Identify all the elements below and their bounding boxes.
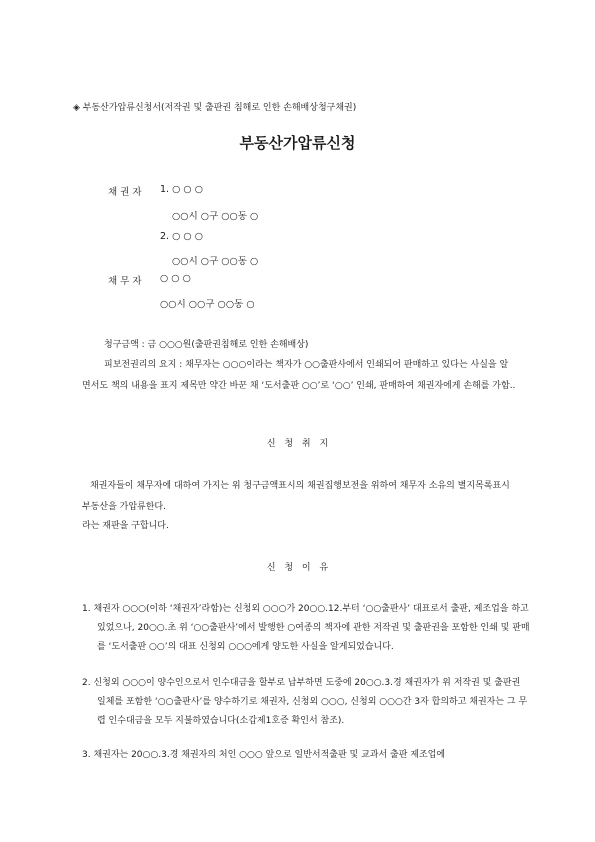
debtor-label: 채 무 자 (108, 276, 142, 287)
debtor-address: ○○시 ○○구 ○○동 ○ (160, 299, 255, 310)
document-header: ◈ 부동산가압류신청서(저작권 및 출판권 침해로 인한 손해배상청구채권) (73, 103, 357, 113)
document-title: 부동산가압류신청 (239, 134, 356, 152)
application-purpose-ending: 라는 재판을 구합니다. (82, 521, 169, 531)
creditor-label: 채 권 자 (108, 187, 142, 198)
section-application-purpose: 신 청 취 지 (266, 439, 329, 449)
reason-item-1: 1. 채권자 ○○○(이하 ‘채권자’라함)는 신청외 ○○○가 20○○.12.부터 ‘○○출판사’ 대표로서 출판, 제조업을 하고 있었으나, 20○○.초 위 ‘○○출판사’에서 발행한 ○여종의 책자에 관한 저작권 및 출판권을 포함한 인쇄 및 판매를 ‘도서출판 ○○’의 대표 신청외 ○○○에게 양도한 사실을 알게되었습니다. (82, 604, 530, 652)
claim-amount: 청구금액 : 금 ○○○원(출판권침해로 인한 손해배상) (104, 340, 309, 350)
debtor-name: ○ ○ ○ (160, 273, 191, 284)
creditor-2-address: ○○시 ○구 ○○동 ○ (172, 256, 259, 267)
creditor-1-address: ○○시 ○구 ○○동 ○ (172, 211, 259, 222)
reason-item-3: 3. 채권자는 20○○.3.경 채권자의 처인 ○○○ 앞으로 일반서적출판 및 교과서 출판 제조업에 (82, 750, 446, 760)
creditor-1-name: 1. ○ ○ ○ (160, 184, 203, 195)
reason-item-2: 2. 신청외 ○○○이 양수인으로서 인수대금을 할부로 납부하면 도중에 20○○.3.경 채권자가 위 저작권 및 출판권 일체를 포함한 ‘○○출판사’를 양수하기로 채권자, 신청외 ○○○, 신청외 ○○○간 3자 합의하고 채권자는 그 무렵 인수대금을 모두 지불하였습니다(소갑제1호증 확인서 참조). (82, 678, 528, 726)
application-purpose-text: 채권자들이 채무자에 대하여 가지는 위 청구금액표시의 채권집행보전을 위하여 채무자 소유의 별지목록표시 부동산을 가압류한다. (82, 481, 510, 512)
creditor-2-name: 2. ○ ○ ○ (160, 231, 203, 242)
preserved-right-summary: 피보전권리의 요지 : 채무자는 ○○○이라는 책자가 ○○출판사에서 인쇄되어 판매하고 있다는 사실을 알면서도 책의 내용을 표지 제목만 약간 바꾼 채 ‘도서출판 ○○’로 ‘○○’ 인쇄, 판매하여 채권자에게 손해를 가함.. (82, 360, 516, 391)
section-application-reasons: 신 청 이 유 (266, 563, 329, 573)
